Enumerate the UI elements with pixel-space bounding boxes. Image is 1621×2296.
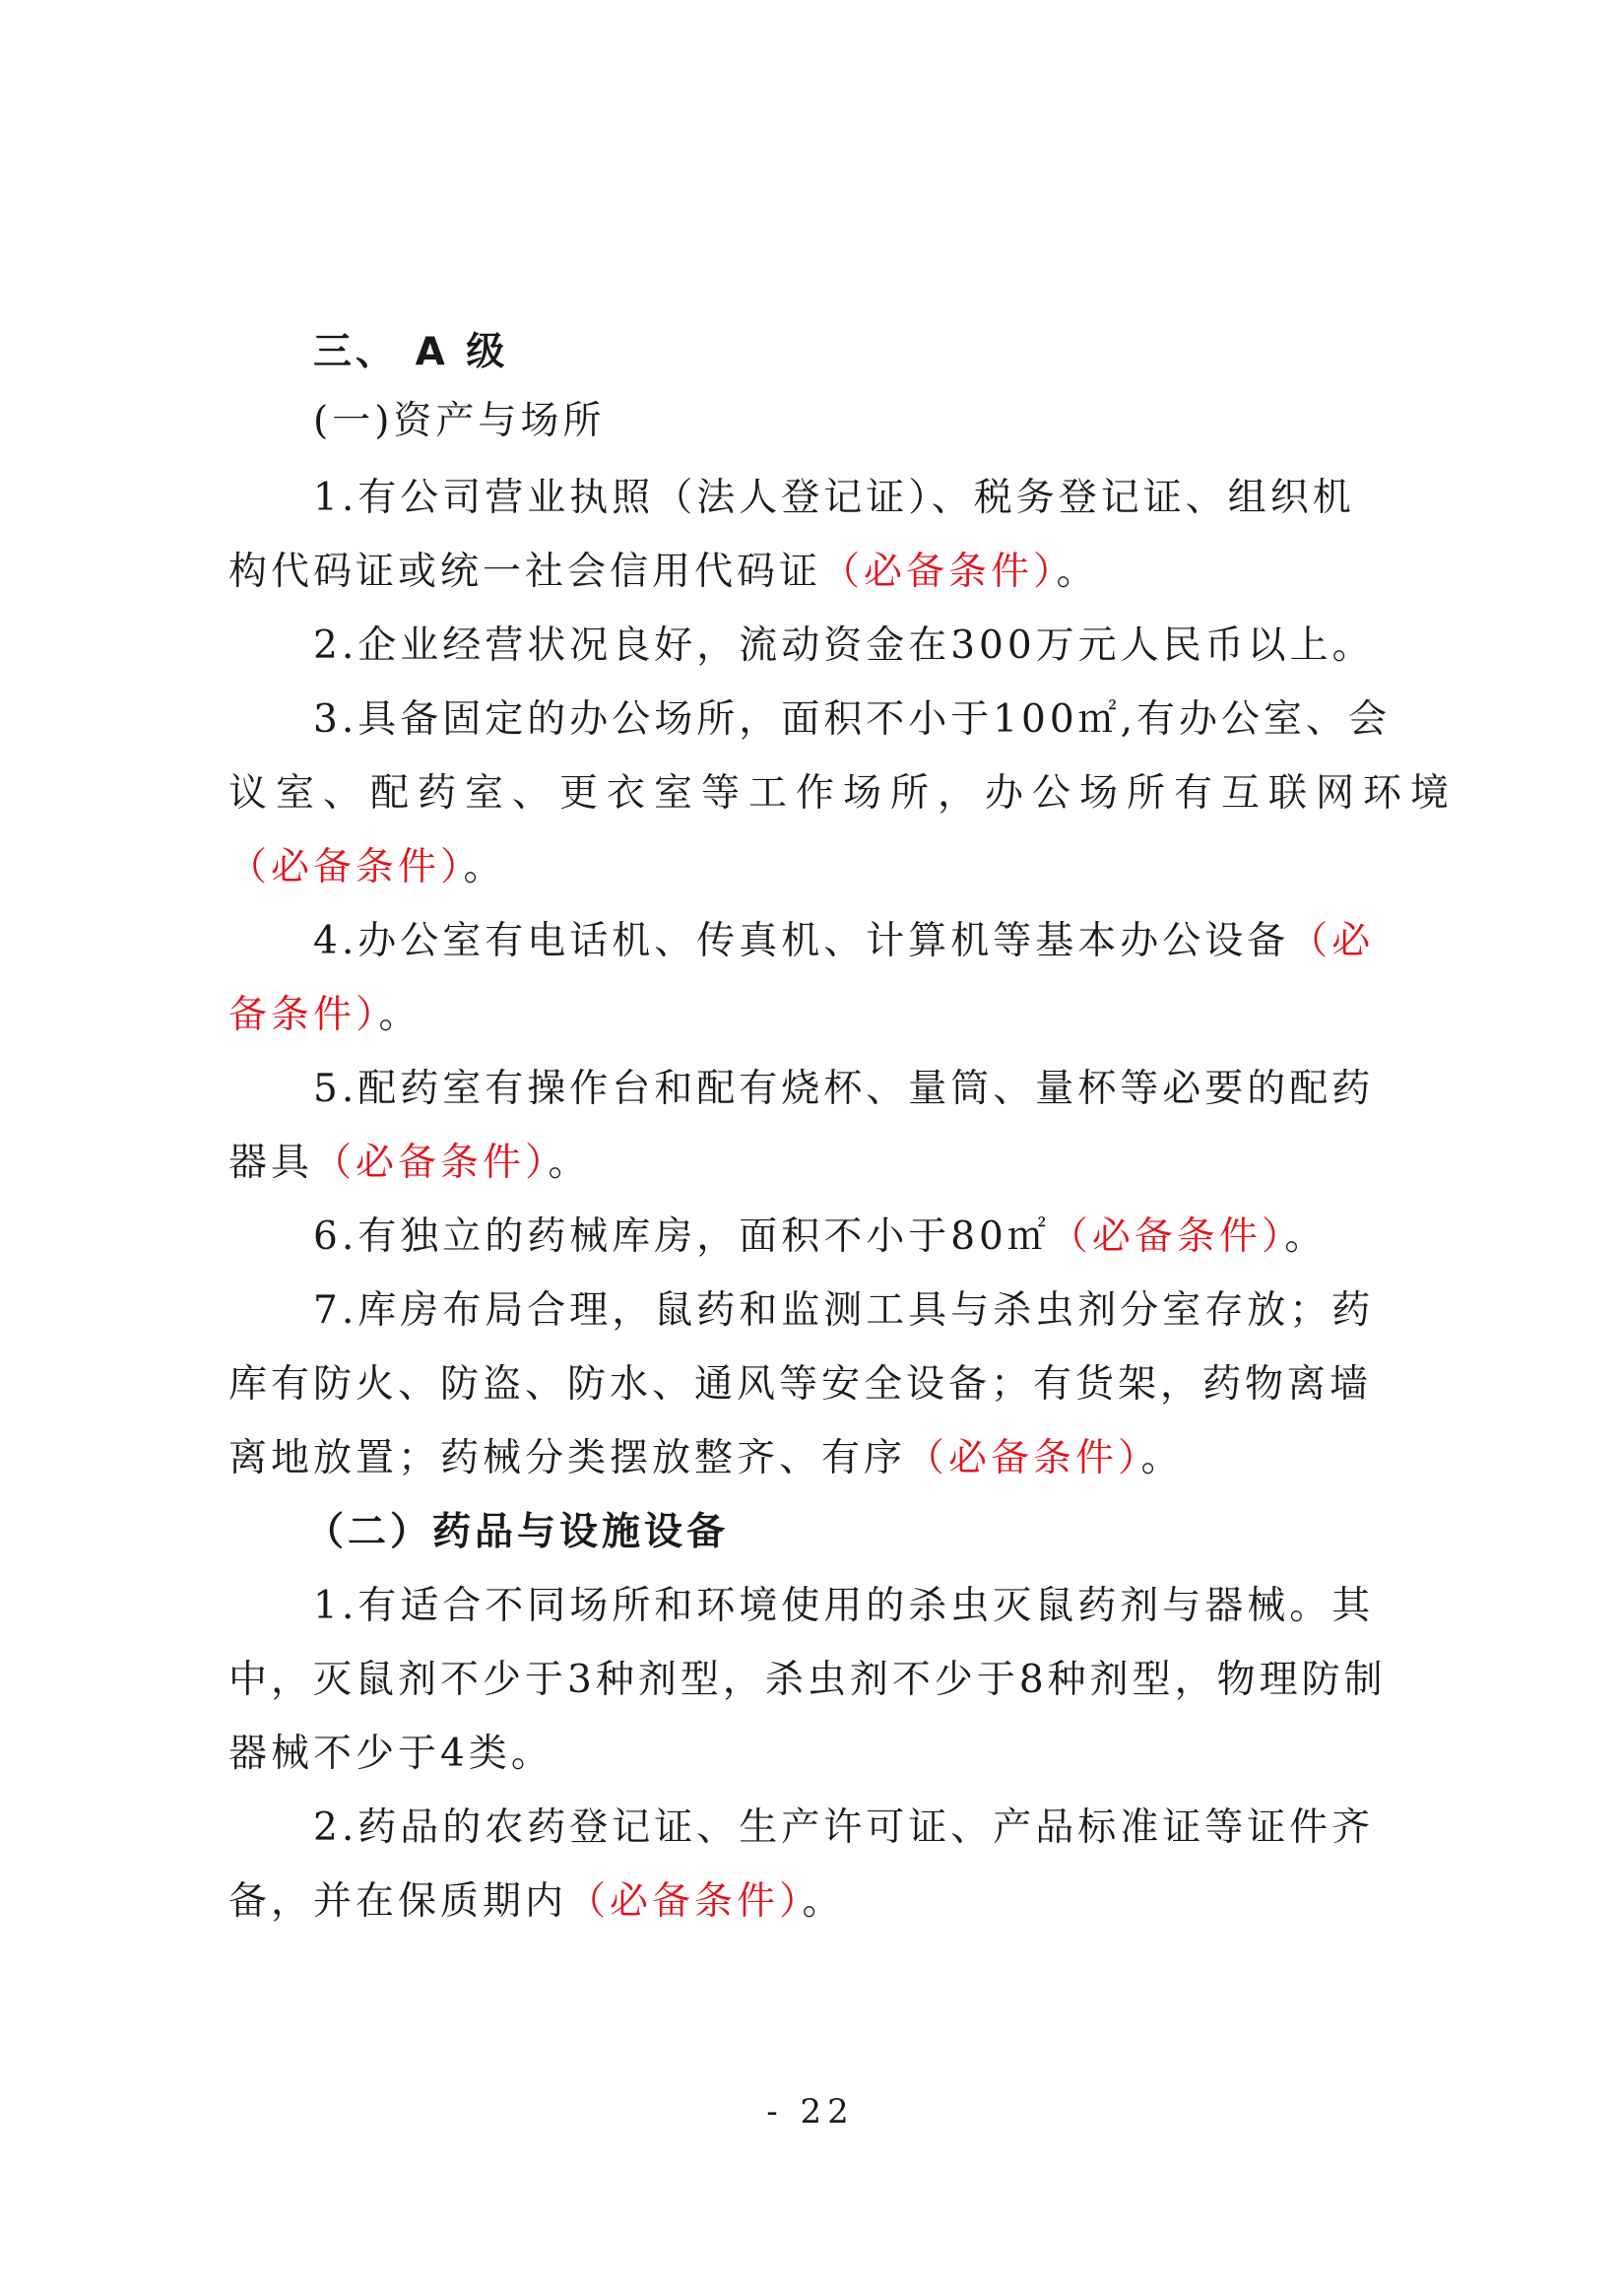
required-condition-tag: （必备条件） (313, 1141, 549, 1185)
page-number: - 22 (766, 2092, 855, 2132)
required-condition-tag-part1: （必 (1289, 919, 1375, 963)
required-condition-tag: （必备条件） (906, 1436, 1141, 1480)
s2-item-1-line-3: 器械不少于4类。 (228, 1732, 553, 1776)
item-7-line-3 (228, 1431, 1621, 1486)
s2-item-2-line-1: 2.药品的农药登记证、生产许可证、产品标准证等证件齐 (313, 1805, 1375, 1850)
required-condition-tag-part2: 备条件） (228, 993, 379, 1037)
item-3-line-1: 3.具备固定的办公场所，面积不小于100㎡,有办公室、会 (313, 697, 1392, 742)
item-4-line-2 (228, 988, 1621, 1043)
item-4-line-1 (313, 914, 1621, 969)
level-heading: 三、 A 级 (313, 330, 509, 374)
s2-item-1-line-2: 中，灭鼠剂不少于3种剂型，杀虫剂不少于8种剂型，物理防制 (228, 1658, 1387, 1702)
item-5-line-2 (228, 1136, 1621, 1191)
punctuation: 。 (1140, 1436, 1184, 1480)
item-3-line-3 (228, 840, 1621, 895)
item-7-text: 离地放置；药械分类摆放整齐、有序 (228, 1436, 907, 1480)
item-5-text: 器具 (228, 1141, 314, 1185)
punctuation: 。 (802, 1879, 845, 1924)
item-6-text: 6.有独立的药械库房，面积不小于80㎡ (313, 1214, 1050, 1259)
required-condition-tag: （必备条件） (567, 1879, 803, 1924)
item-1-text: 构代码证或统一社会信用代码证 (228, 550, 822, 594)
required-condition-tag: （必备条件） (821, 550, 1057, 594)
item-4-text: 4.办公室有电话机、传真机、计算机等基本办公设备 (313, 919, 1290, 963)
section-title-assets: (一)资产与场所 (313, 399, 606, 443)
required-condition-tag: （必备条件） (1049, 1214, 1285, 1259)
item-1-line-1: 1.有公司营业执照（法人登记证）、税务登记证、组织机 (313, 476, 1355, 520)
item-2-line-1: 2.企业经营状况良好，流动资金在300万元人民币以上。 (313, 623, 1375, 668)
punctuation: 。 (1284, 1214, 1328, 1259)
item-3-line-2: 议室、配药室、更衣室等工作场所，办公场所有互联网环境 (228, 771, 1459, 816)
punctuation: 。 (1056, 550, 1099, 594)
punctuation: 。 (548, 1141, 591, 1185)
item-1-line-2 (228, 545, 1621, 600)
item-7-line-2: 库有防火、防盗、防水、通风等安全设备；有货架，药物离墙 (228, 1362, 1373, 1407)
punctuation: 。 (378, 993, 421, 1037)
item-6-line-1 (313, 1210, 1621, 1265)
s2-item-2-line-2 (228, 1874, 1621, 1930)
section-title-drugs-equipment: （二）药品与设施设备 (305, 1510, 730, 1554)
required-condition-tag: （必备条件） (228, 845, 464, 889)
item-5-line-1: 5.配药室有操作台和配有烧杯、量筒、量杯等必要的配药 (313, 1067, 1375, 1111)
s2-item-1-line-1: 1.有适合不同场所和环境使用的杀虫灭鼠药剂与器械。其 (313, 1584, 1375, 1628)
punctuation: 。 (463, 845, 506, 889)
item-7-line-1: 7.库房布局合理，鼠药和监测工具与杀虫剂分室存放；药 (313, 1288, 1375, 1333)
s2-item-2-text: 备，并在保质期内 (228, 1879, 568, 1924)
